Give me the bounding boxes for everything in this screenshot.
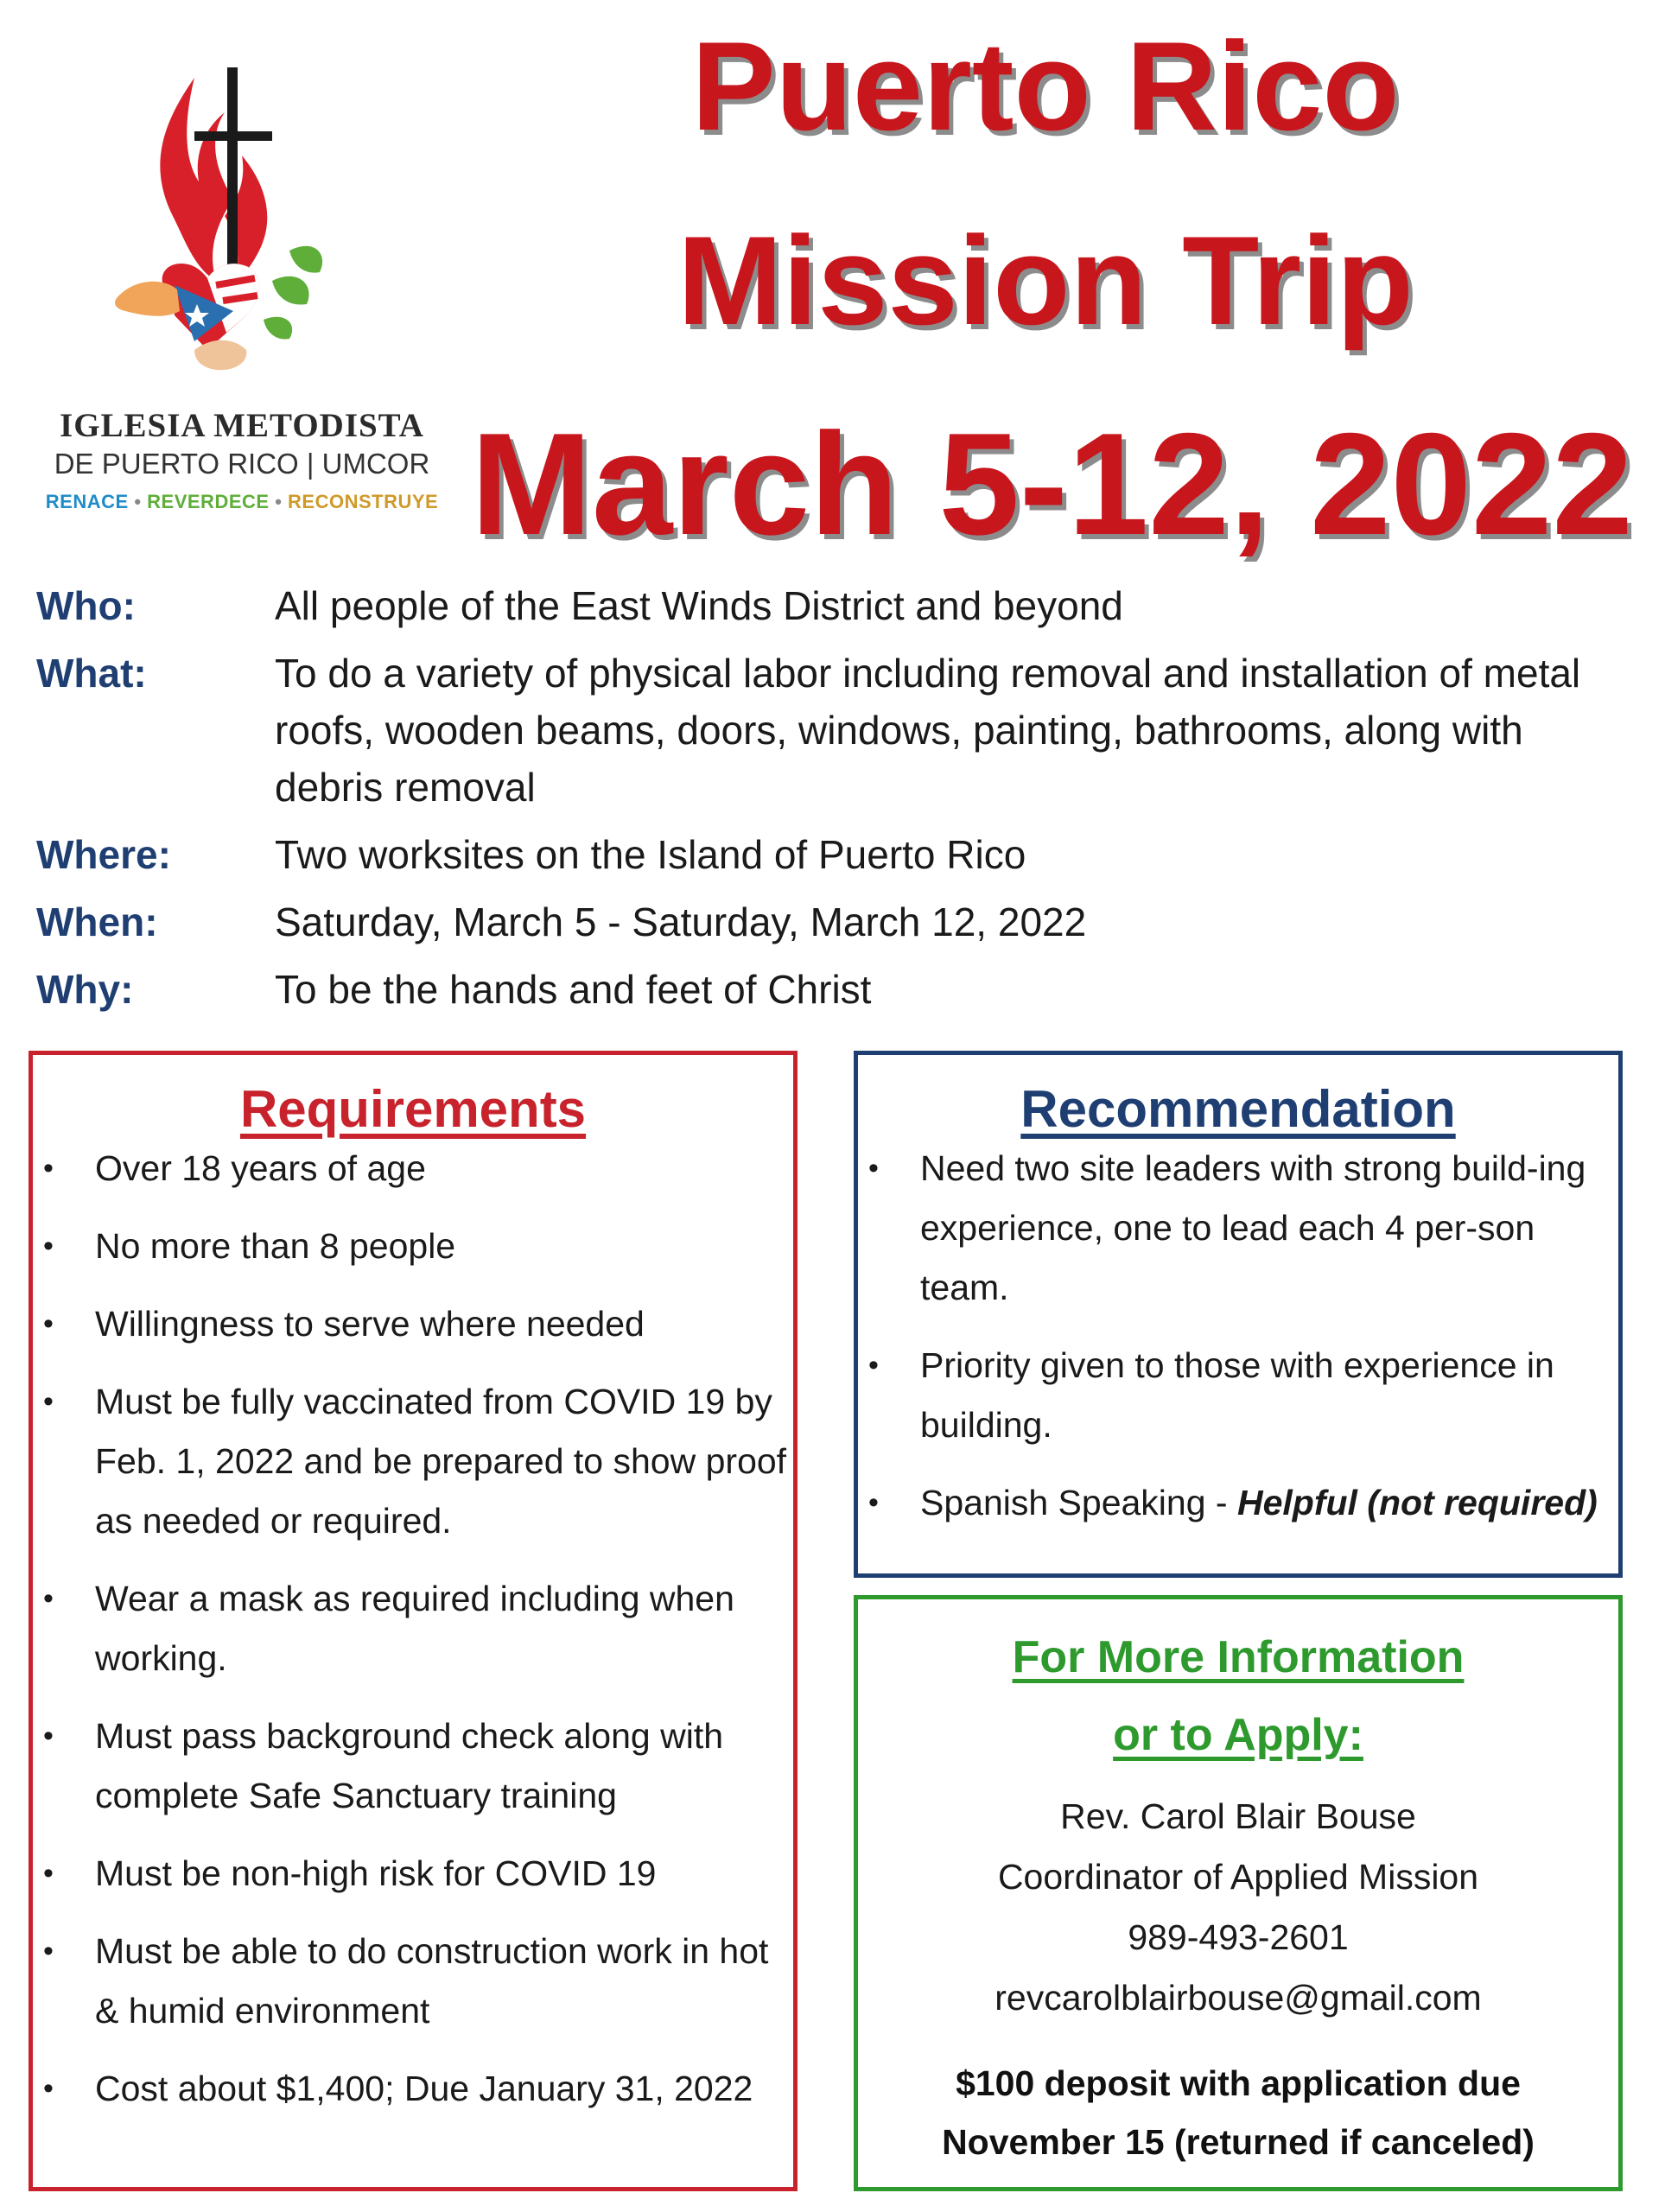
list-item: • Willingness to serve where needed — [33, 1294, 793, 1354]
tagline-reconstruye: RECONSTRUYE — [288, 491, 439, 512]
contact-name: Rev. Carol Blair Bouse — [1060, 1796, 1416, 1836]
contact-role: Coordinator of Applied Mission — [997, 1857, 1479, 1897]
recommendation-heading: Recommendation — [1020, 1080, 1456, 1138]
list-item: • Wear a mask as required including when working. — [33, 1569, 793, 1688]
detail-row-where — [36, 826, 1635, 883]
spanish-emphasis: Helpful (not required) — [1236, 1483, 1598, 1522]
list-item: • No more than 8 people — [33, 1217, 793, 1276]
contact-email[interactable]: revcarolblairbouse@gmail.com — [995, 1978, 1482, 2018]
list-item: • Must be fully vaccinated from COVID 19 by Feb. 1, 2022 and be prepared to show proof as needed or required. — [33, 1372, 793, 1551]
tagline-separator: • — [134, 491, 142, 512]
requirements-heading: Requirements — [239, 1080, 587, 1138]
detail-label: When: — [36, 899, 158, 944]
info-heading-line2: or to Apply: — [1113, 1710, 1363, 1760]
logo-org-name: IGLESIA METODISTA — [60, 407, 424, 444]
detail-value: To be the hands and feet of Christ — [275, 967, 872, 1012]
recommendation-list — [858, 1139, 1618, 1533]
contact-block — [858, 1786, 1618, 2028]
detail-label: Who: — [36, 583, 136, 628]
detail-row-when — [36, 893, 1635, 950]
list-item: • Priority given to those with experience in building. — [858, 1336, 1618, 1455]
logo-org-subname: DE PUERTO RICO | UMCOR — [54, 448, 430, 480]
requirements-list — [33, 1139, 793, 2119]
deposit-line-1: $100 deposit with application due — [956, 2063, 1521, 2103]
list-item: • Must pass background check along with complete Safe Sanctuary training — [33, 1707, 793, 1826]
recommendation-box — [854, 1051, 1623, 1578]
detail-row-who — [36, 577, 1635, 634]
list-item: • Must be non-high risk for COVID 19 — [33, 1844, 793, 1904]
cross-flame-heart-hands-icon — [112, 52, 372, 397]
title-line-1: Puerto Rico — [691, 16, 1400, 156]
deposit-note — [858, 2054, 1618, 2171]
list-item: • Must be able to do construction work in hot & humid environment — [33, 1922, 793, 2041]
detail-value: To do a variety of physical labor including removal and installation of metal roofs, wooden beams, doors, windows, painting, bathrooms, along with debris removal — [275, 651, 1581, 810]
deposit-line-2: November 15 (returned if canceled) — [942, 2122, 1535, 2162]
detail-label: What: — [36, 651, 147, 696]
detail-row-what — [36, 645, 1635, 816]
detail-row-why — [36, 961, 1635, 1018]
info-heading-line1: For More Information — [1012, 1632, 1465, 1682]
detail-label: Why: — [36, 967, 134, 1012]
list-item-spanish — [858, 1473, 1618, 1533]
organization-logo — [35, 35, 449, 536]
tagline-renace: RENACE — [45, 491, 129, 512]
trip-details — [36, 577, 1635, 1018]
detail-value: Two worksites on the Island of Puerto Rico — [275, 832, 1026, 877]
title-line-2: Mission Trip — [677, 210, 1414, 351]
list-item: • Cost about $1,400; Due January 31, 2022 — [33, 2059, 793, 2119]
contact-phone[interactable]: 989-493-2601 — [1128, 1917, 1349, 1957]
detail-value: All people of the East Winds District and beyond — [275, 583, 1123, 628]
list-item: • Need two site leaders with strong build-ing experience, one to lead each 4 per-son team. — [858, 1139, 1618, 1318]
requirements-box — [29, 1051, 798, 2191]
apply-info-box — [854, 1595, 1623, 2191]
tagline-separator: • — [275, 491, 283, 512]
title-date: March 5-12, 2022 — [471, 403, 1633, 565]
spanish-prefix: Spanish Speaking - — [920, 1483, 1237, 1522]
detail-value: Saturday, March 5 - Saturday, March 12, 2022 — [275, 899, 1087, 944]
list-item: • Over 18 years of age — [33, 1139, 793, 1198]
detail-label: Where: — [36, 832, 171, 877]
tagline-reverdece: REVERDECE — [147, 491, 270, 512]
logo-tagline — [35, 491, 449, 513]
